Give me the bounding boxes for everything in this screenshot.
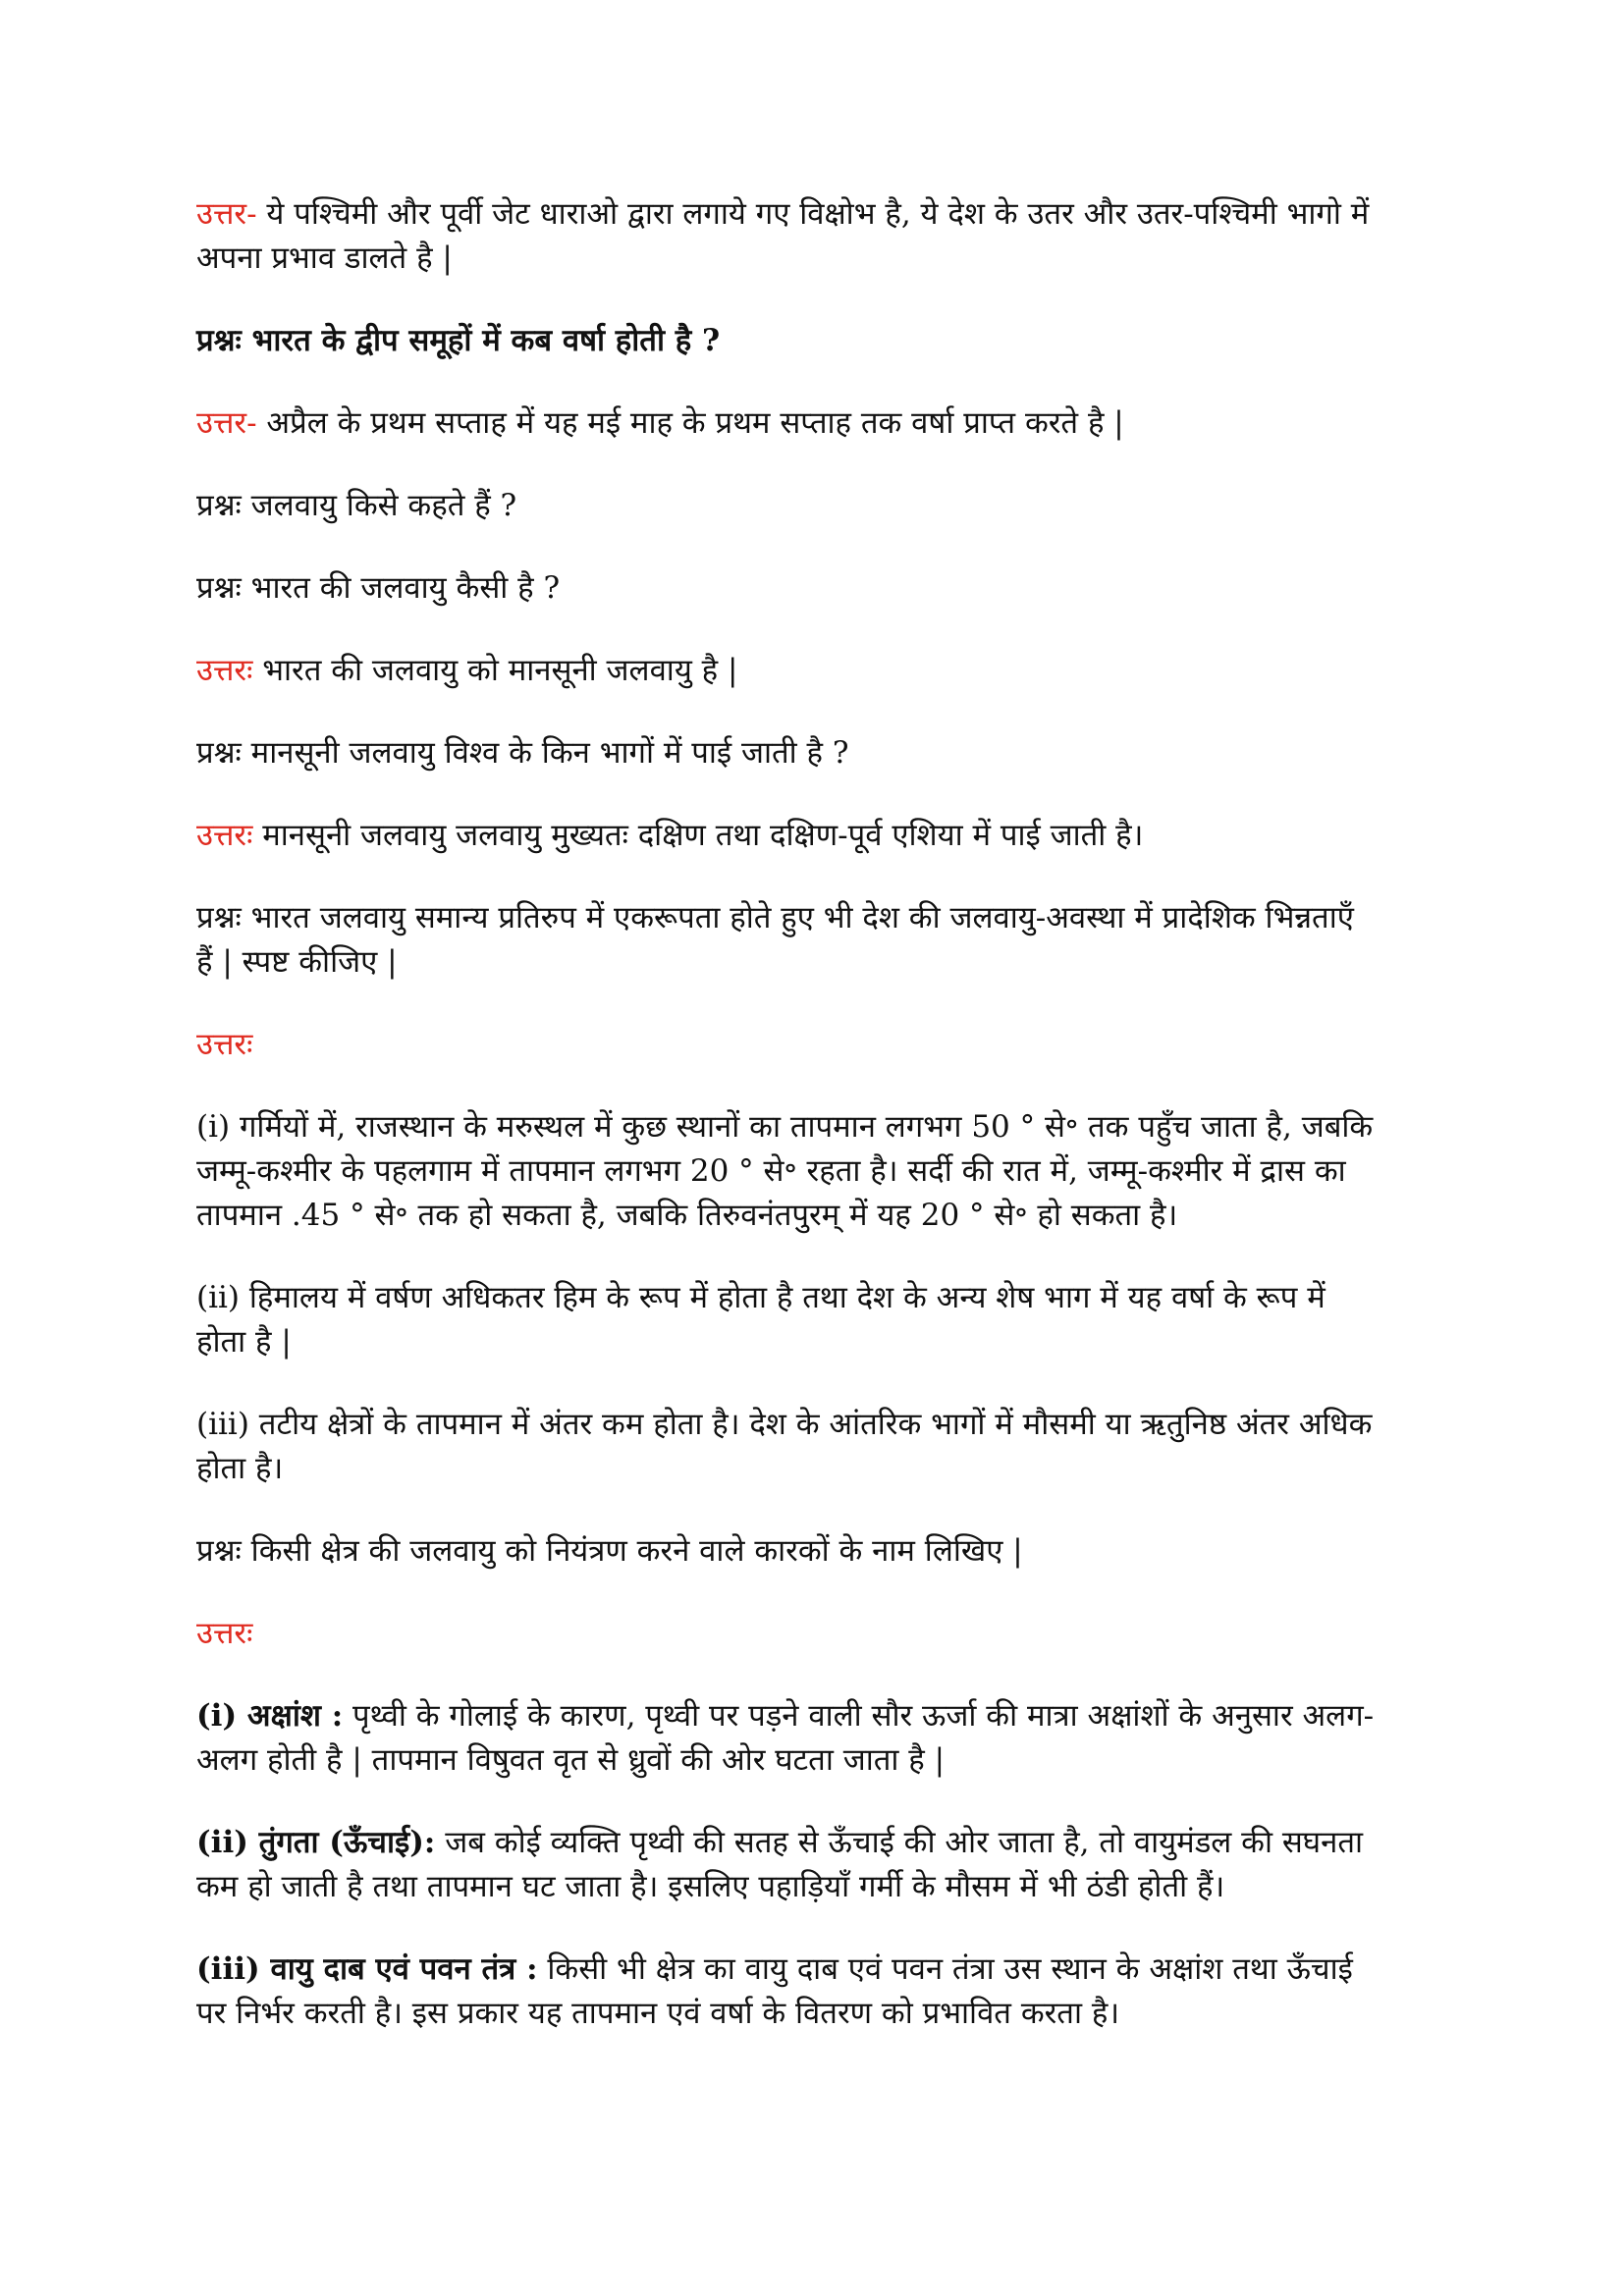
answer-point-paragraph: (i) गर्मियों में, राजस्थान के मरुस्थल में कुछ स्थानों का तापमान लगभग 50 ° से॰ तक पहुँच जाता है, जबकि जम्मू-कश्मीर के पहलगाम में तापमान लगभग 20 ° से॰ रहता है। सर्दी की रात में, जम्मू-कश्मीर में द्रास का तापमान .45 ° से॰ तक हो सकता है, जबकि तिरुवनंतपुरम् में यह 20 ° से॰ हो सकता है। (196, 1109, 1374, 1233)
answer-paragraph (196, 649, 1378, 693)
answer-paragraph (196, 814, 1378, 858)
answer-text: भारत की जलवायु को मानसूनी जलवायु है | (252, 653, 738, 688)
factor-title: (iii) वायु दाब एवं पवन तंत्र : (196, 1951, 538, 1987)
factor-title: (ii) तुंगता (ऊँचाई): (196, 1825, 436, 1860)
factor-text: किसी भी क्षेत्र का वायु दाब एवं पवन तंत्रा उस स्थान के अक्षांश तथा ऊँचाई पर निर्भर करती है। इस प्रकार यह तापमान एवं वर्षा के वितरण को प्रभावित करता है। (196, 1951, 1353, 2031)
question-paragraph: प्रश्नः मानसूनी जलवायु विश्व के किन भागों में पाई जाती है ? (196, 735, 849, 771)
factor-text: जब कोई व्यक्ति पृथ्वी की सतह से ऊँचाई की ओर जाता है, तो वायुमंडल की सघनता कम हो जाती है तथा तापमान घट जाता है। इसलिए पहाड़ियाँ गर्मी के मौसम में भी ठंडी होती हैं। (196, 1825, 1364, 1904)
question-paragraph: प्रश्नः भारत की जलवायु कैसी है ? (196, 570, 561, 606)
answer-label: उत्तरः (196, 653, 253, 688)
factor-paragraph (196, 1694, 1378, 1783)
answer-label: उत्तरः (196, 1027, 253, 1062)
answer-label: उत्तर- (196, 196, 257, 232)
answer-label: उत्तरः (196, 818, 253, 853)
answer-text: ये पश्चिमी और पूर्वी जेट धाराओ द्वारा लगाये गए विक्षोभ है, ये देश के उतर और उतर-पश्चिमी भागो में अपना प्रभाव डालते है | (196, 196, 1370, 276)
factor-title: (i) अक्षांश : (196, 1698, 344, 1734)
answer-paragraph (196, 401, 1378, 446)
factor-text: पृथ्वी के गोलाई के कारण, पृथ्वी पर पड़ने वाली सौर ऊर्जा की मात्रा अक्षांशों के अनुसार अलग-अलग होती है | तापमान विषुवत वृत से ध्रुवों की ओर घटता जाता है | (196, 1698, 1375, 1778)
answer-label: उत्तर- (196, 405, 257, 441)
answer-point-paragraph: (ii) हिमालय में वर्षण अधिकतर हिम के रूप में होता है तथा देश के अन्य शेष भाग में यह वर्षा के रूप में होता है | (196, 1280, 1325, 1360)
factor-paragraph (196, 1821, 1378, 1909)
question-paragraph: प्रश्नः भारत जलवायु समान्य प्रतिरुप में एकरूपता होते हुए भी देश की जलवायु-अवस्था में प्रादेशिक भिन्नताएँ हैं | स्पष्ट कीजिए | (196, 900, 1354, 980)
question-paragraph: प्रश्नः जलवायु किसे कहते हैं ? (196, 488, 517, 523)
question-paragraph: प्रश्नः किसी क्षेत्र की जलवायु को नियंत्रण करने वाले कारकों के नाम लिखिए | (196, 1533, 1023, 1569)
answer-point-paragraph: (iii) तटीय क्षेत्रों के तापमान में अंतर कम होता है। देश के आंतरिक भागों में मौसमी या ऋतुनिष्ठ अंतर अधिक होता है। (196, 1407, 1373, 1486)
answer-label: उत्तरः (196, 1616, 253, 1651)
factor-paragraph (196, 1948, 1378, 2036)
answer-paragraph (196, 192, 1378, 281)
answer-text: अप्रैल के प्रथम सप्ताह में यह मई माह के प्रथम सप्ताह तक वर्षा प्राप्त करते है | (256, 405, 1124, 441)
answer-text: मानसूनी जलवायु जलवायु मुख्यतः दक्षिण तथा दक्षिण-पूर्व एशिया में पाई जाती है। (252, 818, 1144, 853)
question-heading: प्रश्नः भारत के द्वीप समूहों में कब वर्षा होती है ? (196, 323, 721, 358)
